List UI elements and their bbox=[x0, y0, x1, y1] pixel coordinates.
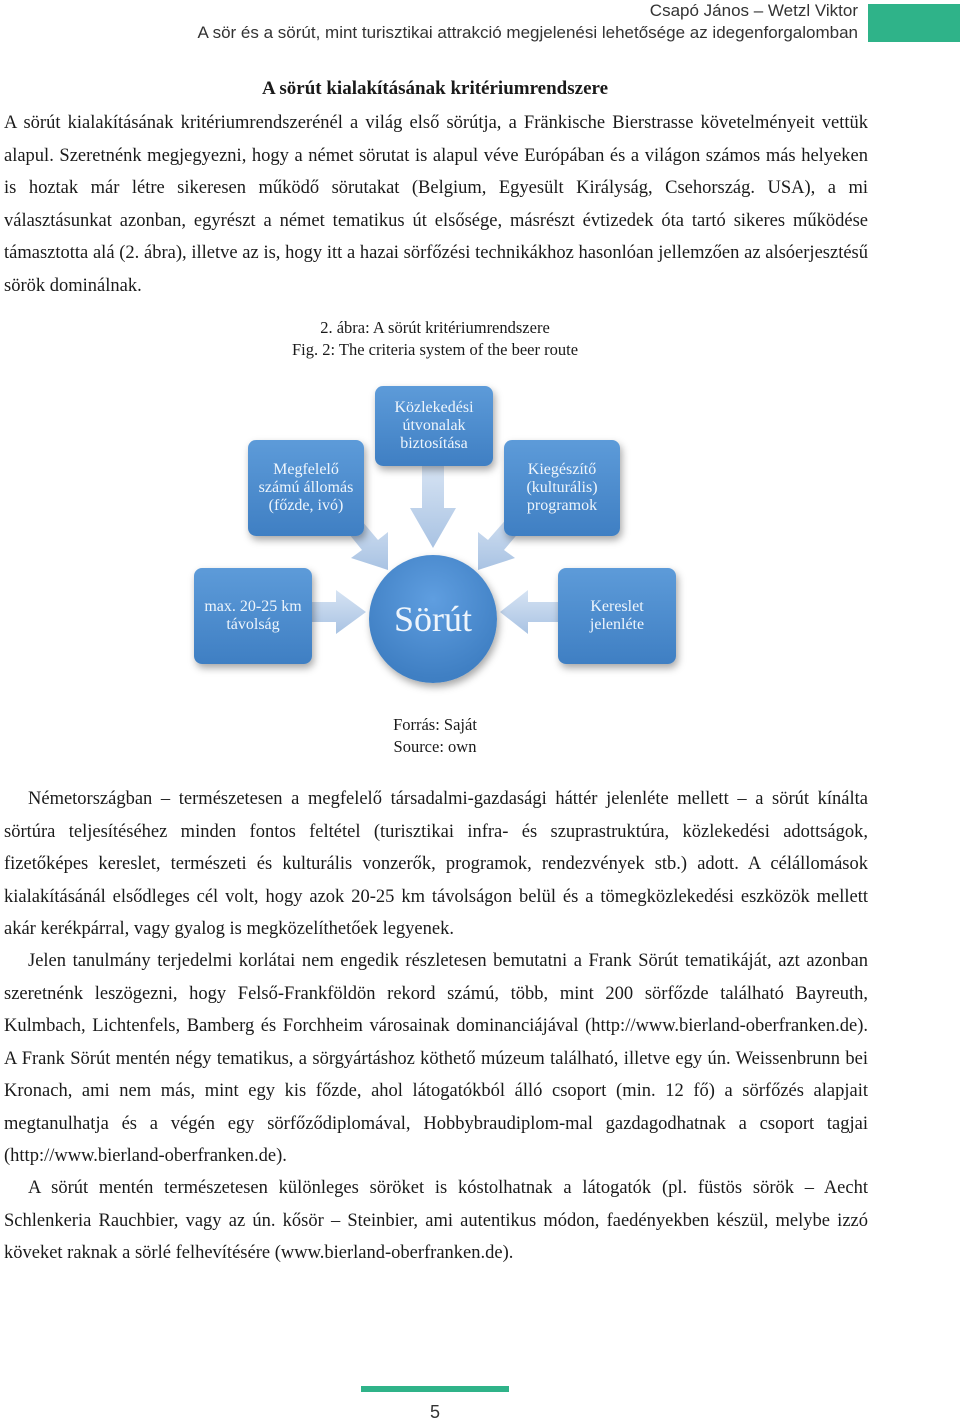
paragraph-3: Jelen tanulmány terjedelmi korlátai nem engedik részletesen bemutatni a Frank Sörút tematikáját, azt azonban szeretnénk leszögezni, hogy Felső-Frankföldön rekord számú, több, mint 200 sörfőzde található Bayreuth, Kulmbach, Lichtenfels, Bamberg és Forchheim városainak dominanciájával (http://www.bierland-oberfranken.de). A Frank Sörút mentén négy tematikus, a sörgyártáshoz köthető múzeum található, illetve egy ún. Weissenbrunn bei Kronach, ami nem más, mint egy kis főzde, ahol látogatókból álló csoport (min. 12 fő) a sörfőzés alapjait megtanulhatja és a végén egy sörfőződiplomával, Hobbybraudiplom-mal gazdagodhatnak a csoport tagjai (http://www.bierland-oberfranken.de). bbox=[4, 951, 868, 1166]
paragraph-2: Németországban – természetesen a megfelelő társadalmi-gazdasági háttér jelenléte mellett – a sörút kínálta sörtúra teljesítéséhez minden fontos feltétel (turisztikai infra- és szuprastruktúra, közlekedési adottságok, fizetőképes kereslet, természeti és kulturális vonzerők, programok, rendezvények stb.) adott. A célállomások kialakításánál elsődleges cél volt, hogy azok 20-25 km távolságon belül és a tömegközlekedési eszközök mellett akár kerékpárral, vagy gyalog is megközelíthetőek legyenek. bbox=[4, 789, 868, 939]
section-title: A sörút kialakításának kritériumrendszere bbox=[261, 78, 609, 99]
header-subtitle: A sör és a sörút, mint turisztikai attrakció megjelenési lehetősége az idegenforgalomban bbox=[197, 23, 858, 42]
footer-accent-bar bbox=[361, 1386, 509, 1392]
figure-source-hu: Forrás: Saját bbox=[393, 715, 477, 734]
arrow-top bbox=[410, 466, 456, 548]
figure-source bbox=[0, 714, 870, 758]
box-demand: Kereslet jelenléte bbox=[558, 568, 676, 664]
box-stations: Megfelelő számú állomás (főzde, ivó) bbox=[248, 440, 364, 536]
page-header bbox=[0, 0, 960, 46]
figure-source-en: Source: own bbox=[393, 737, 477, 756]
criteria-diagram bbox=[186, 380, 686, 680]
box-transport-routes: Közlekedési útvonalak biztosítása bbox=[375, 386, 493, 466]
figure-caption-hu: 2. ábra: A sörút kritériumrendszere bbox=[320, 318, 550, 337]
box-programs: Kiegészítő (kulturális) programok bbox=[504, 440, 620, 536]
page-number: 5 bbox=[429, 1402, 440, 1422]
arrow-left bbox=[306, 590, 366, 634]
header-accent-block bbox=[868, 4, 960, 42]
center-circle: Sörút bbox=[369, 555, 497, 683]
figure-caption-en: Fig. 2: The criteria system of the beer route bbox=[291, 340, 579, 359]
header-authors: Csapó János – Wetzl Viktor bbox=[649, 1, 858, 20]
paragraph-4: A sörút mentén természetesen különleges söröket is kóstolhatnak a látogatók (pl. füstös sörök – Aecht Schlenkeria Rauchbier, vagy az ún. kősör – Steinbier, ami autentikus módon, faedényekben készül, melybe izzó köveket raknak a sörlé felhevítésére (www.bierland-oberfranken.de). bbox=[4, 1178, 868, 1263]
arrow-right bbox=[500, 590, 558, 634]
box-distance: max. 20-25 km távolság bbox=[194, 568, 312, 664]
paragraph-1: A sörút kialakításának kritériumrendszerénél a világ első sörútja, a Fränkische Bierstrasse követelményeit vettük alapul. Szeretnénk megjegyezni, hogy a német sörutat is alapul véve Európában és a világon számos más helyeken is hoztak már létre sikeresen működő sörutakat (Belgium, Egyesült Királyság, Csehország. USA), a mi választásunkat azonban, egyrészt a német tematikus út elsősége, másrészt évtizedek óta tartó sikeres működése támasztotta alá (2. ábra), illetve az is, hogy itt a hazai sörfőzési technikákhoz hasonlóan jellemzően az alsóerjesztésű sörök dominálnak. bbox=[4, 113, 868, 296]
figure-caption bbox=[0, 317, 870, 361]
